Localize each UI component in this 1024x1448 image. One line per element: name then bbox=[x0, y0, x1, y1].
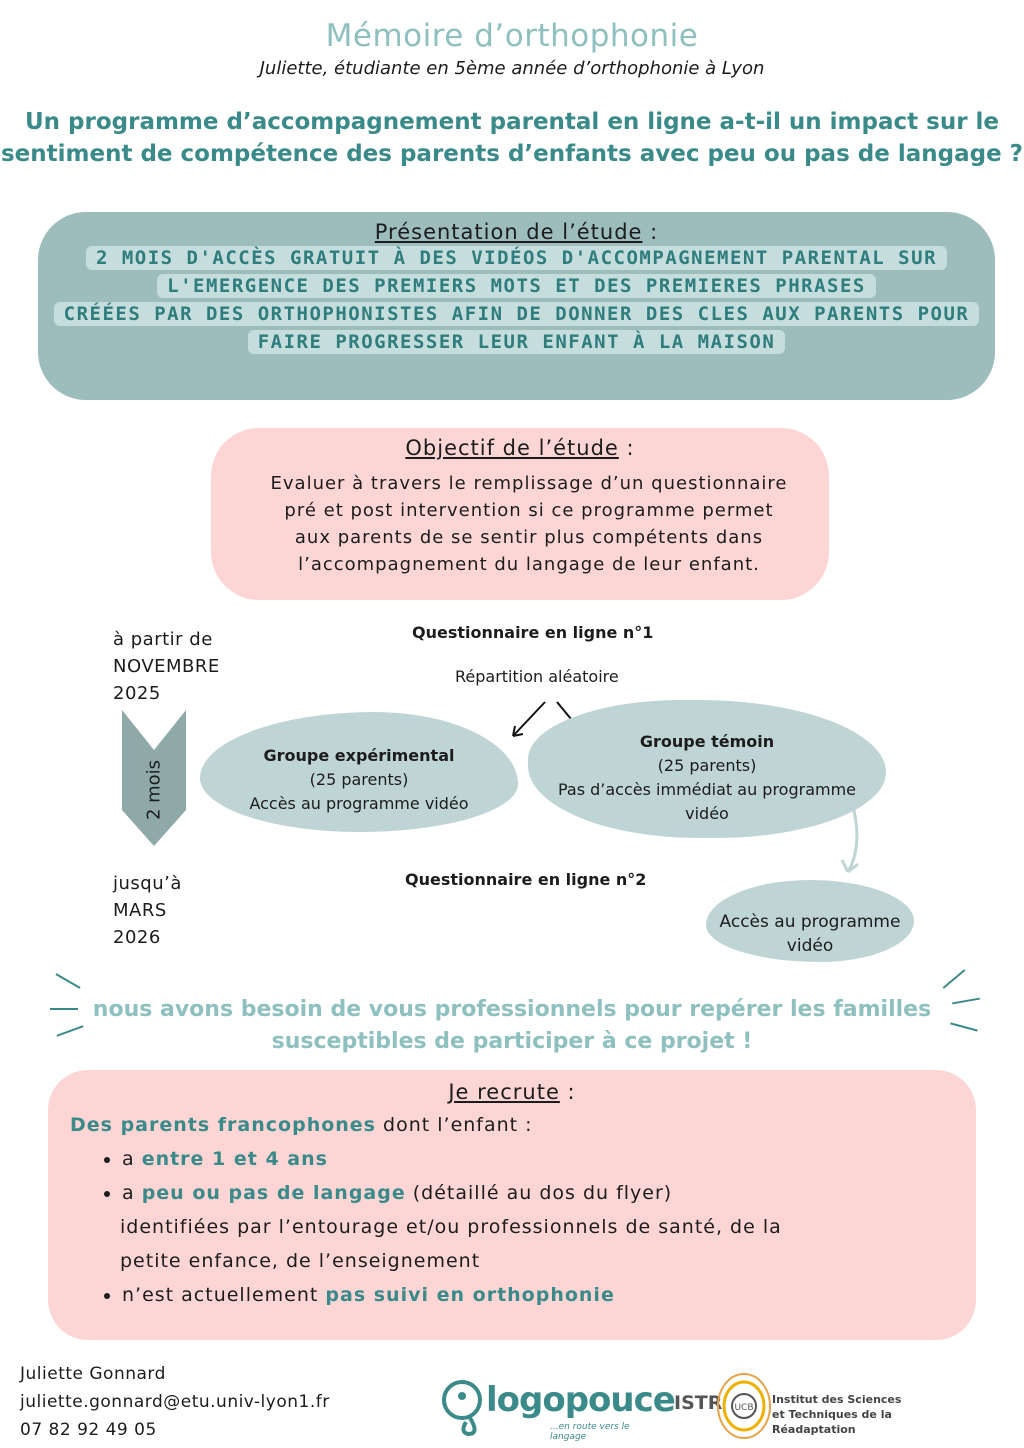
heading-colon: : bbox=[618, 436, 635, 460]
questionnaire-2: Questionnaire en ligne n°2 bbox=[405, 870, 647, 889]
istr-logo bbox=[674, 1372, 964, 1442]
accent-dash bbox=[943, 969, 966, 989]
objective-text bbox=[211, 470, 829, 578]
question-line: Un programme d’accompagnement parental en ligne a-t-il un impact sur le bbox=[24, 109, 1000, 135]
presentation-heading bbox=[38, 220, 995, 244]
objective-line: pré et post intervention si ce programme permet bbox=[284, 500, 774, 521]
criteria-continuation: identifiées par l’entourage et/ou professionnels de santé, de la bbox=[120, 1216, 782, 1238]
group-desc: Pas d’accès immédiat au programme bbox=[557, 780, 857, 799]
criteria-item bbox=[122, 1176, 976, 1210]
timeline-start bbox=[113, 626, 220, 707]
heading-colon: : bbox=[642, 220, 659, 244]
presentation-line: FAIRE PROGRESSER LEUR ENFANT À LA MAISON bbox=[248, 330, 786, 354]
group-title: Groupe expérimental bbox=[263, 746, 455, 765]
end-month: MARS bbox=[113, 900, 167, 921]
research-question bbox=[0, 106, 1024, 170]
logopouce-mascot-icon bbox=[440, 1376, 490, 1436]
presentation-line: CRÉÉES PAR DES ORTHOPHONISTES AFIN DE DONNER DES CLES AUX PARENTS POUR bbox=[54, 302, 980, 326]
item-bold: peu ou pas de langage bbox=[141, 1182, 406, 1204]
istr-name-line: et Techniques de la Réadaptation bbox=[772, 1408, 892, 1436]
group-title: Groupe témoin bbox=[639, 732, 775, 751]
item-text: (détaillé au dos du flyer) bbox=[405, 1182, 673, 1204]
recruit-heading bbox=[48, 1080, 976, 1104]
criteria-item bbox=[122, 1142, 976, 1176]
item-text: n’est actuellement bbox=[122, 1284, 326, 1306]
logopouce-logo bbox=[440, 1376, 675, 1442]
recruit-intro bbox=[70, 1108, 976, 1142]
heading-text: Objectif de l’étude bbox=[405, 436, 619, 460]
objective-heading bbox=[211, 436, 829, 460]
item-bold: pas suivi en orthophonie bbox=[325, 1284, 615, 1306]
later-access-text: Accès au programme bbox=[719, 912, 901, 932]
recruit-box bbox=[48, 1070, 976, 1340]
heading-colon: : bbox=[559, 1080, 576, 1104]
accent-dash bbox=[55, 973, 80, 989]
contact-name: Juliette Gonnard bbox=[20, 1364, 166, 1384]
svg-text:UCB: UCB bbox=[734, 1403, 754, 1413]
end-label: jusqu’à bbox=[113, 873, 182, 894]
group-desc: vidéo bbox=[685, 804, 729, 823]
call-to-action bbox=[0, 994, 1024, 1058]
item-bold: entre 1 et 4 ans bbox=[141, 1148, 328, 1170]
contact-email[interactable]: juliette.gonnard@etu.univ-lyon1.fr bbox=[20, 1392, 330, 1412]
flyer-subtitle: Juliette, étudiante en 5ème année d’orthophonie à Lyon bbox=[259, 58, 765, 79]
timeline-duration: 2 mois bbox=[143, 759, 165, 821]
objective-line: Evaluer à travers le remplissage d’un questionnaire bbox=[270, 473, 788, 494]
later-access bbox=[706, 880, 914, 962]
objective-box bbox=[211, 428, 829, 600]
item-text: a bbox=[122, 1148, 142, 1170]
heading-text: Je recrute bbox=[448, 1080, 560, 1104]
start-month: NOVEMBRE bbox=[113, 656, 220, 677]
criteria-continuation: petite enfance, de l’enseignement bbox=[120, 1250, 481, 1272]
objective-line: l’accompagnement du langage de leur enfant. bbox=[298, 554, 760, 575]
group-desc: Accès au programme vidéo bbox=[249, 794, 469, 813]
intro-bold: Des parents francophones bbox=[70, 1114, 376, 1136]
istr-wordmark: ISTR bbox=[674, 1392, 723, 1414]
item-text: a bbox=[122, 1182, 142, 1204]
question-line: sentiment de compétence des parents d’enfants avec peu ou pas de langage ? bbox=[0, 141, 1024, 167]
questionnaire-1: Questionnaire en ligne n°1 bbox=[412, 623, 654, 642]
cta-line: susceptibles de participer à ce projet ! bbox=[271, 1029, 753, 1054]
objective-line: aux parents de se sentir plus compétents dans bbox=[294, 527, 764, 548]
start-year: 2025 bbox=[113, 683, 161, 704]
end-year: 2026 bbox=[113, 927, 161, 948]
timeline-end bbox=[113, 870, 182, 951]
later-access-text: vidéo bbox=[786, 936, 834, 956]
experimental-group bbox=[200, 712, 518, 832]
ucb-seal-icon bbox=[716, 1372, 772, 1440]
istr-name-line: Institut des Sciences bbox=[772, 1393, 902, 1406]
cta-line: nous avons besoin de vous professionnels pour repérer les familles bbox=[92, 997, 932, 1022]
group-count: (25 parents) bbox=[657, 756, 757, 775]
criteria-item bbox=[122, 1278, 976, 1312]
heading-text: Présentation de l’étude bbox=[374, 220, 643, 244]
intro-rest: dont l’enfant : bbox=[376, 1114, 533, 1136]
logopouce-tagline: ...en route vers le langage bbox=[550, 1422, 630, 1442]
group-count: (25 parents) bbox=[309, 770, 409, 789]
criteria-list bbox=[122, 1142, 976, 1312]
curved-arrow-icon bbox=[836, 808, 866, 878]
contact-info bbox=[20, 1360, 330, 1444]
start-label: à partir de bbox=[113, 629, 213, 650]
flyer-title: Mémoire d’orthophonie bbox=[325, 18, 699, 54]
presentation-line: 2 MOIS D'ACCÈS GRATUIT À DES VIDÉOS D'ACCOMPAGNEMENT PARENTAL SUR bbox=[86, 246, 947, 270]
random-allocation: Répartition aléatoire bbox=[455, 667, 619, 686]
contact-phone: 07 82 92 49 05 bbox=[20, 1420, 157, 1440]
presentation-box bbox=[38, 212, 995, 400]
istr-name bbox=[772, 1392, 964, 1437]
control-group bbox=[528, 700, 886, 838]
logopouce-wordmark: logopouce bbox=[486, 1380, 675, 1420]
presentation-line: L'EMERGENCE DES PREMIERS MOTS ET DES PREMIERES PHRASES bbox=[157, 274, 876, 298]
